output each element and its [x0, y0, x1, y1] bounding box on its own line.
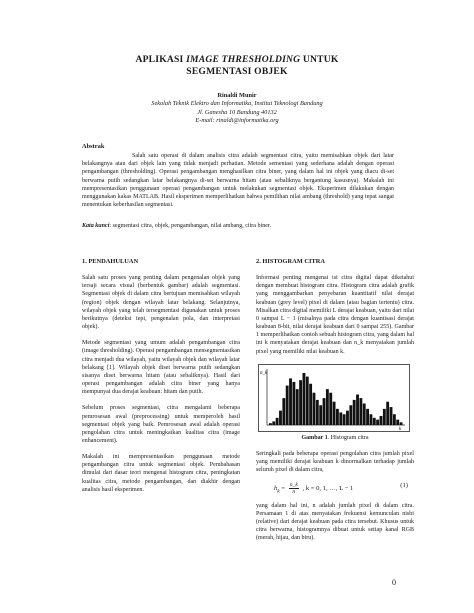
paragraph: Makalah ini mempresentasikan penggunaan metode pengambangan citra untuk segmentasi objek. Pembahasan dimulai dari dasar teori mengenai histogram citra, peningkatan kualitas citra, metode pengambangan, dan diakhir dengan analisis hasil eksperimen.: [82, 454, 240, 493]
histogram-bar: [353, 400, 356, 425]
histogram-bar: [343, 414, 346, 425]
abstract-body: Salah satu operasi di dalam analisis citra adalah segmentasi citra, yaitu memisahkan objek dari latar belakangnya atau dari objek lain yang tidak menjadi perhatian. Metode sementasi yang sederhana adalah dengan operasi pengambangan (thresholding). Operasi pengambangan menghasilkan citra biner, yang dalam hal ini objek yang diacu di-set berwarna putih sedangkan latar belakangnya di-set berwarna hitam (atau sebaliknya bergantung kasusnya). Makalah ini mempresentasikan penggunaan operasi pengambangan untuk melakukan segmentasi objek. Eksperimen dilakukan dengan menggunakan kakas MATLAB. Hasil eksperimen memperlihatkan bahwa pemilihan nilai ambang (threshold) yang tepat sangat menentukan keberhasilan segmentasi.: [82, 153, 394, 209]
paragraph: yang dalam hal ini, n adalah jumlah pixel di dalam citra. Persamaan 1 di atas menyatakan frekuensi kemunculan nisbi (relative) dari derajat keabuan pada citra tersebut. Khusus untuk citra berwarna, histogramnya dibuat untuk setiap kanal RGB (merah, hijau, dan biru).: [256, 502, 414, 542]
histogram-y-label: n_k: [260, 370, 268, 376]
histogram-bars: [269, 373, 403, 425]
histogram-bar: [329, 392, 332, 424]
paragraph: Sebelum proses segmentasi, citra mengalami beberapa pemrosesan awal (preprocessing) untuk memperoleh hasil segmentasi objek yang baik. Pemrosesan awal adalah operasi pengolahan citra untuk meningkatkan kualitas citra (image enhancement).: [82, 405, 240, 444]
figure-caption: Gambar 1. Histogram citra: [301, 434, 369, 441]
paragraph: Informasi penting mengenai isi citra digital dapat diketahui dengan membuat histogram citra. Histogram citra adalah grafik yang menggambarkan penyebaran kuantitatif nilai derajat keabuan (grey level) pixel di dalam (atau bagian tertentu) citra. Misalkan citra digital memiliki L derajat keabuan, yaitu dari nilai 0 sampai L − 1 (misalnya pada citra dengan kuantisasi derajat keabuan 8-bit, nilai derajat keabuan dari 0 sampai 255). Gambar 1 memperlihatkan contoh sebuah histogram citra, yang dalam hal ini k menyatakan derajat keabuan dan n_k menyatakan jumlah pixel yang memiliki nilai keabuan k.: [256, 275, 415, 355]
histogram-bar: [313, 392, 316, 424]
abstract-heading: Abstrak: [82, 143, 105, 150]
histogram-bar: [363, 403, 366, 425]
histogram-bar: [346, 410, 349, 424]
histogram-bar: [289, 378, 292, 425]
paragraph: Salah satu proses yang penting dalam pengenalan objek yang tersaji secara visual (berbentuk gambar) adalah segmentasi. Segmentasi objek di dalam citra bertujuan memisahkan wilayah (region) objek dengan wilayah latar belakang. Selanjutnya, wilayah objek yang telah tersegmentasi digunakan untuk proses berikutnya (deteksi tepi, pengenalan pola, dan interpretasi objek).: [82, 275, 240, 331]
histogram-bar: [339, 412, 342, 425]
histogram-bar: [356, 394, 359, 424]
left-column: [82, 258, 240, 502]
histogram-bar: [269, 423, 272, 425]
histogram-bar: [282, 398, 285, 425]
author-block: [60, 92, 414, 126]
histogram-bar: [279, 410, 282, 424]
equation-1: $h_k$ = $\frac{n\_k}{n}$ , k = 0, 1, …, L − 1 (1): [274, 482, 408, 496]
histogram-bar: [276, 418, 279, 425]
histogram-bar: [393, 414, 396, 425]
histogram-bar: [272, 421, 275, 425]
histogram-bar: [376, 419, 379, 424]
histogram-bar: [380, 416, 383, 425]
histogram-bar: [390, 407, 393, 425]
histogram-bar: [349, 405, 352, 425]
histogram-bar: [303, 373, 306, 425]
page-number: 0: [392, 578, 396, 587]
histogram-bar: [292, 382, 295, 425]
right-column: [256, 258, 414, 551]
histogram-bar: [323, 398, 326, 425]
histogram-bar: [333, 401, 336, 424]
histogram-bar: [396, 419, 399, 424]
histogram-figure: [258, 364, 410, 432]
author-affiliation: Sekolah Teknik Elektro dan Informatika, Institut Teknologi Bandung: [151, 100, 323, 108]
equation-fraction: $\frac{n\_k}{n}$: [289, 482, 298, 496]
histogram-bar: [383, 409, 386, 425]
histogram-bar: [326, 389, 329, 425]
histogram-bar: [359, 398, 362, 425]
keywords-label: Kata kunci: [82, 223, 110, 229]
author-email: E-mail: rinaldi@informatika.org: [195, 117, 279, 125]
histogram-chart: [259, 365, 409, 431]
paragraph: Seringkali pada beberapa operasi pengolahan citra jumlah pixel yang memiliki derajat keabuan k dinormalkan terhadap jumlah seluruh pixel di dalam citra,: [256, 450, 414, 474]
histogram-bar: [306, 376, 309, 424]
histogram-bar: [366, 409, 369, 425]
histogram-bar: [400, 422, 403, 425]
histogram-bar: [309, 383, 312, 424]
paragraph: Metode segmentasi yang umum adalah pengambangan citra (image thresholding). Operasi pengambangan mensegmentasikan citra menjadi dua wilayah, yaitu wilayah objek dan wilayah latar belakang [1]. Wilayah objek diset berwarna putih sedangkan sisanya diset berwarna hitam (atau sebaliknya). Hasil dari operasi pengambangan adalah citra biner yang hanya mempunyai dua derajat keabuan: hitam dan putih.: [82, 340, 241, 396]
histogram-bar: [370, 414, 373, 425]
author-address: Jl. Ganesha 10 Bandung 40132: [197, 108, 277, 116]
equation-number: (1): [400, 482, 408, 490]
paper-title: APLIKASI IMAGE THRESHOLDING UNTUK SEGMENTASI OBJEK: [135, 54, 339, 77]
histogram-bar: [316, 400, 319, 425]
histogram-bar: [286, 385, 289, 424]
histogram-bar: [336, 409, 339, 425]
histogram-bar: [386, 401, 389, 424]
histogram-x-label: k: [399, 426, 402, 431]
histogram-bar: [373, 418, 376, 425]
histogram-bar: [299, 380, 302, 425]
keywords: Kata kunci: segmentasi citra, objek, pengambangan, nilai ambang, citra biner.: [82, 223, 272, 229]
section-heading-histogram: 2. HISTOGRAM CITRA: [256, 258, 325, 265]
section-heading-pendahuluan: 1. PENDAHULUAN: [82, 258, 139, 265]
histogram-bar: [296, 389, 299, 425]
histogram-bar: [319, 405, 322, 425]
author-name: Rinaldi Munir: [217, 92, 257, 99]
